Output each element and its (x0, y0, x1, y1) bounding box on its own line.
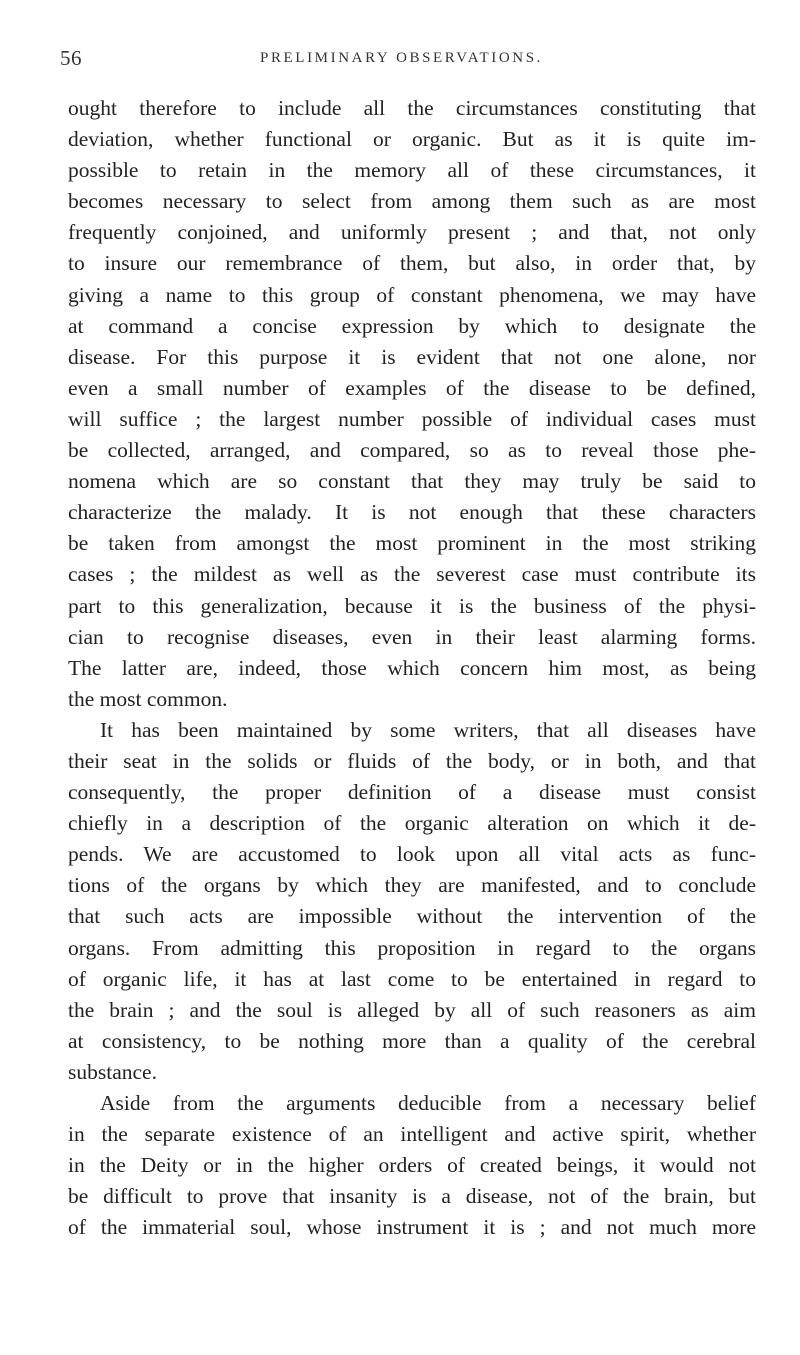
text-line: chiefly in a description of the organic alteration on which it de- (68, 811, 756, 836)
text-line: becomes necessary to select from among them such as are most (68, 189, 756, 214)
text-line: It has been maintained by some writers, that all diseases have (100, 717, 756, 742)
text-line: in the separate existence of an intelligent and active spirit, whether (68, 1122, 756, 1147)
text-line: nomena which are so constant that they may truly be said to (68, 469, 756, 494)
text-line: the brain ; and the soul is alleged by all of such reasoners as aim (68, 997, 756, 1022)
page-number: 56 (60, 46, 82, 70)
text-line: giving a name to this group of constant phenomena, we may have (68, 282, 756, 307)
text-line: The latter are, indeed, those which concern him most, as being (68, 655, 756, 680)
text-line: pends. We are accustomed to look upon all vital acts as func- (68, 842, 756, 867)
text-line: at consistency, to be nothing more than a quality of the cerebral (68, 1028, 756, 1053)
text-line: part to this generalization, because it is the business of the physi- (68, 593, 756, 618)
text-line: substance. (68, 1059, 157, 1084)
running-title: PRELIMINARY OBSERVATIONS. (260, 50, 543, 66)
text-line: cian to recognise diseases, even in their least alarming forms. (68, 624, 756, 649)
text-line: cases ; the mildest as well as the severest case must contribute its (68, 562, 756, 587)
text-line: frequently conjoined, and uniformly present ; and that, not only (68, 220, 756, 245)
text-line: ought therefore to include all the circumstances constituting that (68, 96, 756, 120)
text-line: the most common. (68, 686, 228, 711)
text-line: of organic life, it has at last come to be entertained in regard to (68, 966, 756, 991)
text-line: be difficult to prove that insanity is a disease, not of the brain, but (68, 1184, 756, 1209)
text-line: deviation, whether functional or organic. But as it is quite im- (68, 127, 756, 152)
body-text (68, 93, 756, 1243)
text-line: be taken from amongst the most prominent in the most striking (68, 531, 756, 556)
text-line: Aside from the arguments deducible from a necessary belief (100, 1091, 756, 1115)
text-line: organs. From admitting this proposition in regard to the organs (68, 935, 756, 960)
text-line: at command a concise expression by which to designate the (68, 313, 756, 338)
text-line: to insure our remembrance of them, but also, in order that, by (68, 251, 756, 276)
text-line: their seat in the solids or fluids of the body, or in both, and that (68, 748, 756, 773)
text-line: tions of the organs by which they are manifested, and to conclude (68, 873, 756, 898)
text-line: possible to retain in the memory all of these circumstances, it (68, 158, 756, 183)
text-line: of the immaterial soul, whose instrument it is ; and not much more (68, 1215, 756, 1240)
text-line: even a small number of examples of the disease to be defined, (68, 375, 756, 400)
text-line: be collected, arranged, and compared, so as to reveal those phe- (68, 438, 756, 463)
text-line: that such acts are impossible without the intervention of the (68, 904, 756, 929)
text-line: characterize the malady. It is not enough that these characters (68, 500, 756, 525)
text-line: disease. For this purpose it is evident that not one alone, nor (68, 344, 756, 369)
text-line: consequently, the proper definition of a disease must consist (68, 780, 756, 805)
text-line: will suffice ; the largest number possible of individual cases must (68, 406, 756, 431)
page-header (60, 46, 760, 76)
text-line: in the Deity or in the higher orders of created beings, it would not (68, 1153, 756, 1178)
